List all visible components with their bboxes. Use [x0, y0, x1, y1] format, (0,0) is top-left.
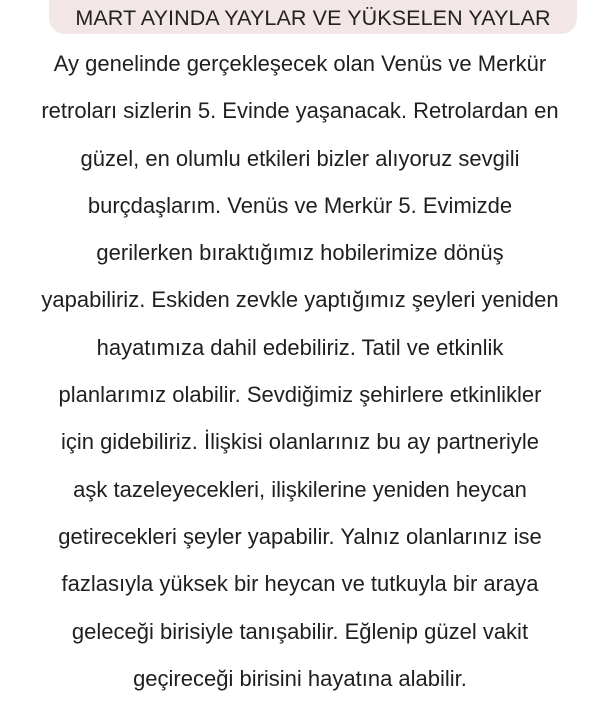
paragraph-line: planlarımız olabilir. Sevdiğimiz şehirlere etkinlikler [58, 382, 542, 408]
body-paragraph [0, 44, 600, 706]
section-heading: MART AYINDA YAYLAR VE YÜKSELEN YAYLAR [75, 5, 551, 30]
paragraph-line: burçdaşlarım. Venüs ve Merkür 5. Evimizde [87, 192, 513, 218]
paragraph-line: geçireceği birisini hayatına alabilir. [133, 665, 467, 691]
paragraph-line: Ay genelinde gerçekleşecek olan Venüs ve Merkür [53, 51, 547, 76]
paragraph-line: retroları sizlerin 5. Evinde yaşanacak. Retrolardan en [41, 98, 559, 124]
paragraph-line: getirecekleri şeyler yapabilir. Yalnız olanlarınız ise [58, 523, 542, 549]
paragraph-line: geleceği birisiyle tanışabilir. Eğlenip güzel vakit [71, 618, 529, 644]
paragraph-line: fazlasıyla yüksek bir heycan ve tutkuyla bir araya [61, 571, 539, 597]
paragraph-line: için gidebiliriz. İlişkisi olanlarınız bu ay partneriyle [60, 429, 540, 455]
paragraph-line: hayatımıza dahil edebiliriz. Tatil ve etkinlik [96, 334, 504, 360]
paragraph-line: güzel, en olumlu etkileri bizler alıyoruz sevgili [80, 145, 520, 171]
paragraph-line: yapabiliriz. Eskiden zevkle yaptığımız şeyleri yeniden [41, 287, 559, 313]
paragraph-line: aşk tazeleyecekleri, ilişkilerine yeniden heycan [73, 476, 527, 502]
section-heading-bar [49, 0, 577, 34]
paragraph-line: gerilerken bıraktığımız hobilerimize dönüş [96, 240, 504, 266]
